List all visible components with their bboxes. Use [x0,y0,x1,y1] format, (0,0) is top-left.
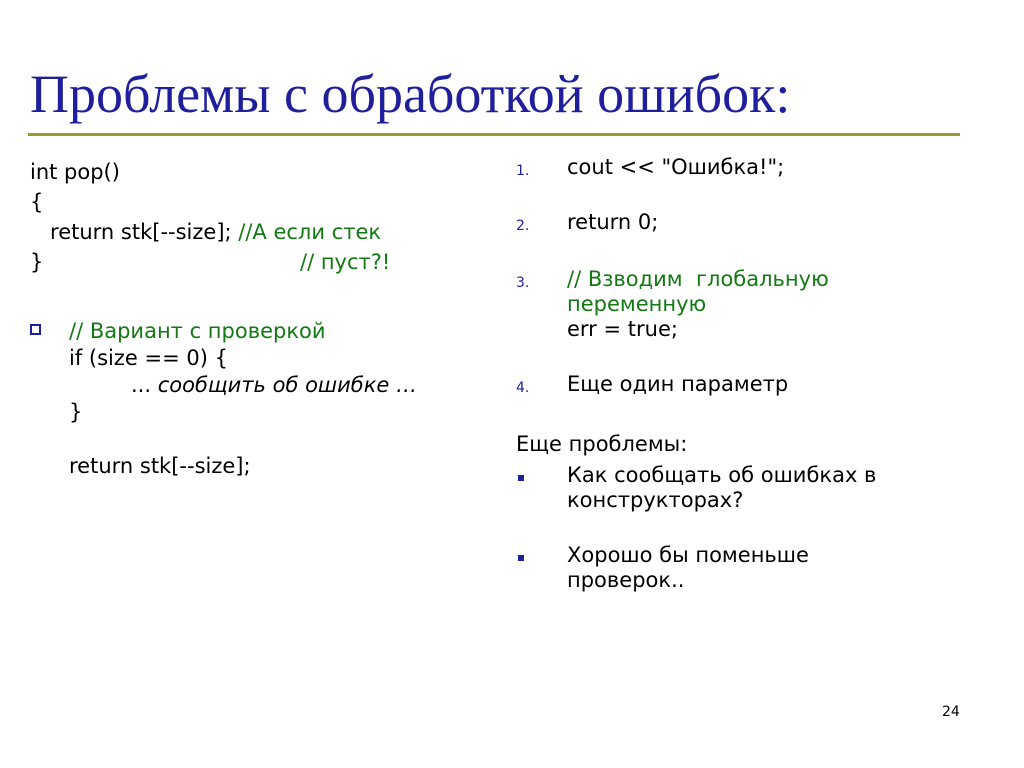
bullet-line: проверок.. [567,568,685,592]
page-number: 24 [942,704,960,720]
code-text: return stk[--size]; [30,220,239,244]
code-line [30,217,381,247]
error-message: сообщить об ошибке … [151,373,418,397]
code-block [30,157,391,277]
list-number: 1. [516,163,530,179]
code-line: err = true; [567,317,678,341]
list-number: 2. [516,218,530,234]
list-item-text: return 0; [567,210,659,234]
bullet-line: конструкторах? [567,488,744,512]
code-line: return stk[--size]; [69,454,251,478]
code-text: } [30,250,44,274]
bullet-line: Как сообщать об ошибках в [567,463,877,487]
page-title: Проблемы с обработкой ошибок: [30,64,791,124]
ellipsis: ... [131,373,152,397]
code-line: int pop() [30,160,120,184]
list-item-text [567,463,876,513]
variant-comment: // Вариант с проверкой [69,319,326,343]
list-item-text: cout << "Ошибка!"; [567,155,785,179]
list-number: 4. [516,380,530,396]
bullet-square-icon [518,475,524,481]
list-item-text: Еще один параметр [567,372,789,396]
list-number: 3. [516,275,530,291]
code-comment: //А если стек [238,220,382,244]
code-line [30,247,391,277]
code-line: { [30,190,44,214]
more-problems-heading: Еще проблемы: [516,432,688,456]
list-item-text [567,267,829,342]
code-line [69,372,417,399]
bullet-square-icon [30,324,41,335]
code-line: if (size == 0) { [69,346,228,370]
list-item-text [567,543,809,593]
comment-line: // Взводим глобальную [567,267,829,291]
bullet-line: Хорошо бы поменьше [567,543,809,567]
code-line: } [69,400,83,424]
code-comment: // пуст?! [300,250,391,274]
blank-line [69,426,417,453]
variant-block [69,318,417,480]
comment-line: переменную [567,292,707,316]
title-divider [28,133,960,136]
bullet-square-icon [518,555,524,561]
